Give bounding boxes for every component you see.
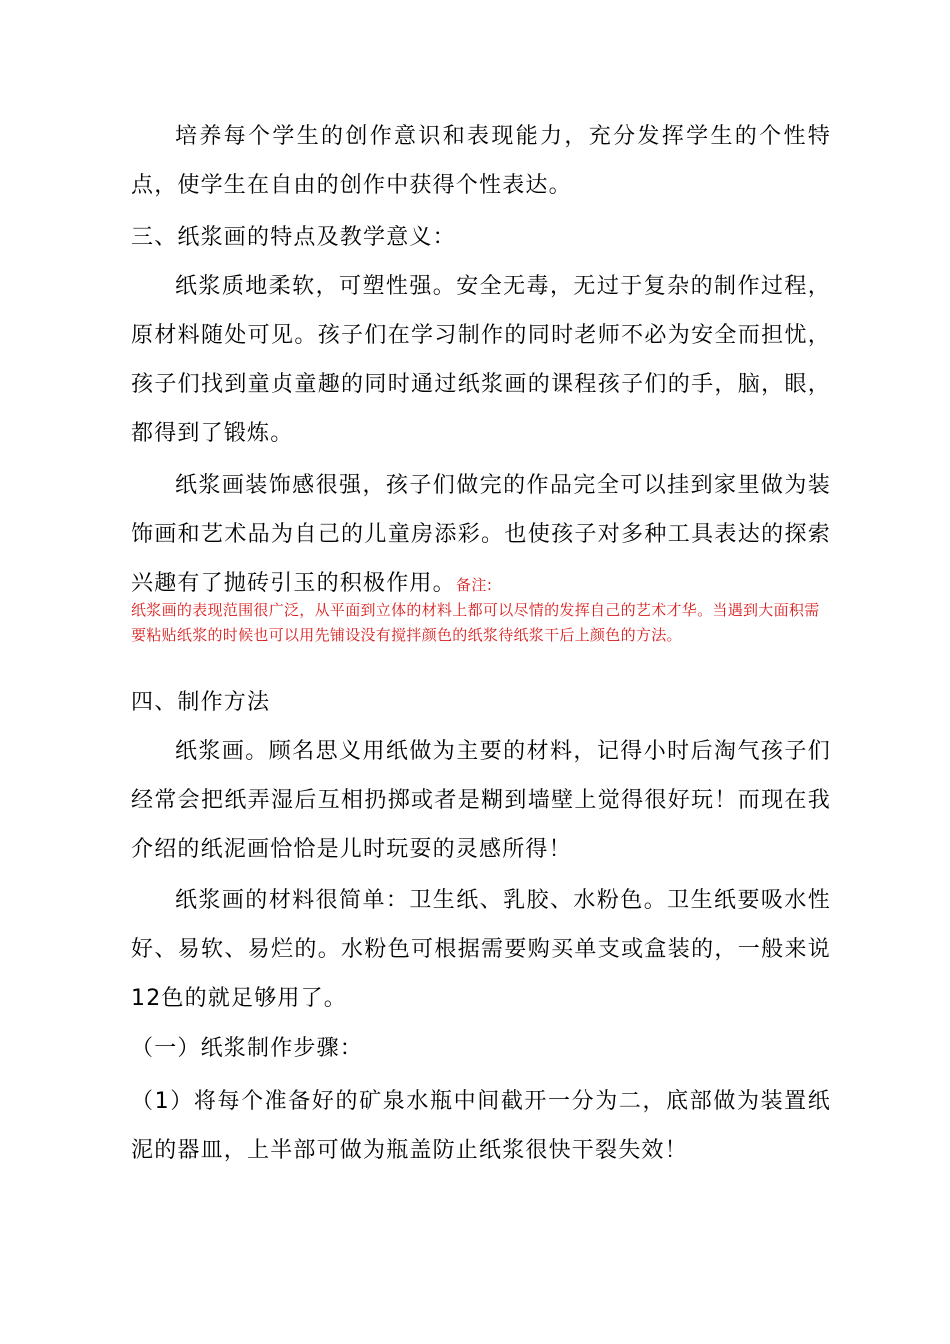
section-heading-3: 三、纸浆画的特点及教学意义： <box>131 225 456 250</box>
section-heading-4: 四、制作方法 <box>131 690 271 715</box>
subheading-steps: （一）纸浆制作步骤： <box>131 1036 364 1061</box>
note-label: 备注: <box>455 576 493 594</box>
paragraph-decoration-text: 纸浆画装饰感很强，孩子们做完的作品完全可以挂到家里做为装饰画和艺术品为自己的儿童房添彩。也使孩子对多种工具表达的探索兴趣有了抛砖引玉的积极作用。 <box>131 473 831 596</box>
paragraph-method: 纸浆画。顾名思义用纸做为主要的材料，记得小时后淘气孩子们经常会把纸弄湿后互相扔掷或者是糊到墙壁上觉得很好玩！而现在我介绍的纸泥画恰恰是儿时玩耍的灵感所得！ <box>131 739 831 862</box>
paragraph-creativity: 培养每个学生的创作意识和表现能力，充分发挥学生的个性特点，使学生在自由的创作中获得个性表达。 <box>131 124 831 198</box>
paragraph-materials: 纸浆画的材料很简单：卫生纸、乳胶、水粉色。卫生纸要吸水性好、易软、易烂的。水粉色可根据需要购买单支或盒装的，一般来说12色的就足够用了。 <box>131 888 831 1011</box>
paragraph-features: 纸浆质地柔软，可塑性强。安全无毒，无过于复杂的制作过程，原材料随处可见。孩子们在学习制作的同时老师不必为安全而担忧，孩子们找到童贞童趣的同时通过纸浆画的课程孩子们的手，脑，眼，都得到了锻炼。 <box>131 274 831 446</box>
note-text: 纸浆画的表现范围很广泛，从平面到立体的材料上都可以尽情的发挥自己的艺术才华。当遇到大面积需要粘贴纸浆的时候也可以用先铺设没有搅拌颜色的纸浆待纸浆干后上颜色的方法。 <box>131 601 820 644</box>
paragraph-decoration <box>131 461 831 610</box>
step-1: （1）将每个准备好的矿泉水瓶中间截开一分为二，底部做为装置纸泥的器皿，上半部可做为瓶盖防止纸浆很快干裂失效！ <box>131 1089 831 1163</box>
